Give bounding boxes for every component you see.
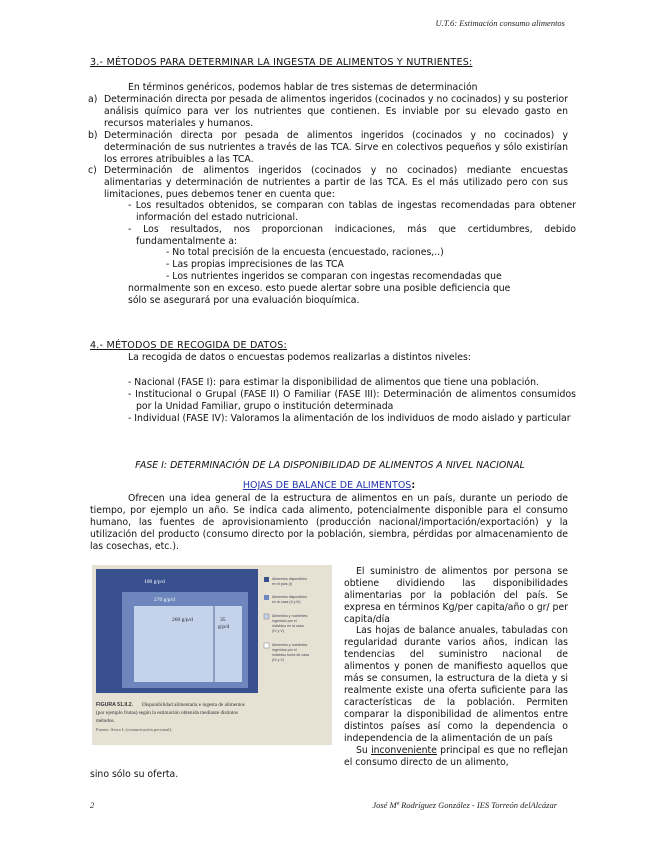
section-3-title: 3.- MÉTODOS PARA DETERMINAR LA INGESTA DE ALIMENTOS Y NUTRIENTES: <box>90 57 473 68</box>
figure-diagram <box>92 565 332 745</box>
figure-label-box4a: 35 <box>220 617 226 623</box>
footer-author: José Mª Rodríguez González - IES Torreón delAlcázar <box>372 800 557 810</box>
footer-page-number: 2 <box>90 800 95 810</box>
method-a <box>90 94 568 130</box>
method-b <box>90 130 568 166</box>
legend-3-line4: (IV y V) <box>272 629 284 633</box>
legend-swatch-country <box>264 577 269 582</box>
legend-4-line3: individuo fuera de casa <box>272 653 309 657</box>
level-national: - Nacional (FASE I): para estimar la disponibilidad de alimentos que tiene una población. <box>128 377 539 388</box>
figure-label-box2: 270 g/p/d <box>154 597 175 603</box>
level-institutional: - Institucional o Grupal (FASE II) O Familiar (FASE III): Determinación de alimentos consumidos por la Unidad Familiar, grupo o institución determinada <box>128 389 576 412</box>
drawback-word-su: Su <box>356 745 368 756</box>
hojas-balance-heading <box>90 480 568 491</box>
method-a-marker: a) <box>88 94 98 105</box>
limitation-2a: - No total precisión de la encuesta (encuestado, raciones,..) <box>166 247 444 258</box>
limitation-2: - Los resultados, nos proporcionan indicaciones, más que certidumbres, debido fundamentalmente a: <box>128 224 576 247</box>
hojas-balance-colon: : <box>411 480 416 491</box>
method-c-marker: c) <box>88 165 97 176</box>
drawback-keyword: inconveniente <box>371 745 437 756</box>
method-b-marker: b) <box>88 130 98 141</box>
limitation-1: - Los resultados obtenidos, se comparan con tablas de ingestas recomendadas para obtener información del estado nutricional. <box>128 200 576 223</box>
method-c-text: Determinación de alimentos ingeridos (cocinados y no cocinados) mediante encuestas alimentarias y determinación de nutrientes a partir de las TCA. Es el más utilizado pero con sus limitaciones, pues debemos tener en cuenta que: <box>104 165 568 200</box>
figure-label-box3: 260 g/p/d <box>172 617 193 623</box>
section-4-intro: La recogida de datos o encuestas podemos realizarlas a distintos niveles: <box>128 352 471 363</box>
legend-swatch-house <box>264 595 269 600</box>
hojas-drawback-end: sino sólo su oferta. <box>90 769 179 780</box>
hojas-supply-paragraph: El suministro de alimentos por persona se obtiene dividiendo las disponibilidades alimentarias por la población del país. Se expresa en términos Kg/per capita/año o gr/ per capita/día <box>344 566 568 625</box>
limitation-3c: sólo se asegurará por una evaluación bioquímica. <box>128 295 360 306</box>
legend-1-line1: Alimentos disponibles <box>272 577 307 581</box>
legend-3-line1: Alimentos y nutrientes <box>272 614 308 618</box>
figure-caption-line3: métodos. <box>96 718 115 724</box>
hojas-intro-paragraph: Ofrecen una idea general de la estructura de alimentos en un país, durante un periodo de tiempo, por ejemplo un año. Se indica cada alimento, potencialmente disponible para el consumo humano, las fuentes de aprovisionamiento (producción nacional/importación/exportación) y la utilización del producto (consumo directo por la población, siembra, pérdidas por almacenamiento de las cosechas, etc.). <box>90 493 568 552</box>
legend-3-line2: ingeridos por el <box>272 619 297 623</box>
limitation-2b: - Las propias imprecisiones de las TCA <box>166 259 344 270</box>
hojas-balance-link[interactable]: HOJAS DE BALANCE DE ALIMENTOS <box>242 480 412 491</box>
legend-swatch-outside <box>264 643 269 648</box>
legend-1-line2: en el país (I) <box>272 582 292 586</box>
header-unit: U.T.6: Estimación consumo alimentos <box>435 18 565 28</box>
figure-label-box4b: g/p/d <box>218 624 230 630</box>
hojas-trends-paragraph: Las hojas de balance anuales, tabuladas con regularidad durante varios años, indican las tendencias del suministro nacional de alimentos y ponen de manifiesto aquellos que más se consumen, la estructura de la dieta y si realmente existe una oferta suficiente para las características de la población. Permiten comparar la disponibilidad de alimentos entre distintos países así como la dependencia o independencia de la alimentación de un país <box>344 625 568 744</box>
figure-caption-line1: Disponibilidad alimentaria e ingesta de alimentos <box>142 702 245 708</box>
section-4-title: 4.- MÉTODOS DE RECOGIDA DE DATOS: <box>90 340 287 351</box>
figure-caption-label: FIGURA 51.II.2. <box>96 702 133 708</box>
figure-caption-line2: (por ejemplo frutas) según la estimación obtenida mediante distintos <box>96 710 239 716</box>
drawback-rest: principal es que no reflejan el consumo directo de un alimento, <box>344 745 568 768</box>
limitation-3a: - Los nutrientes ingeridos se comparan con ingestas recomendadas que <box>166 271 502 282</box>
legend-2-line2: en la casa (II y III) <box>272 600 301 604</box>
method-c <box>90 165 568 201</box>
figure-photo <box>92 565 332 745</box>
limitation-3b: normalmente son en exceso. esto puede alertar sobre una posible deficiencia que <box>128 283 511 294</box>
legend-2-line1: Alimentos disponibles <box>272 595 307 599</box>
legend-3-line3: individuo en la casa <box>272 624 304 628</box>
legend-4-line4: (IV y V) <box>272 658 284 662</box>
figure-caption-source: Fuente: Serra L (comunicación personal). <box>96 727 173 732</box>
hojas-drawback-paragraph <box>344 745 568 769</box>
legend-4-line1: Alimentos y nutrientes <box>272 643 308 647</box>
level-individual: - Individual (FASE IV): Valoramos la alimentación de los individuos de modo aislado y particular <box>128 413 571 424</box>
method-b-text: Determinación directa por pesada de alimentos ingeridos (cocinados y no cocinados) y determinación de sus nutrientes a través de las TCA. Sirve en colectivos pequeños y sólo existirían los errores atribuibles a las TCA. <box>104 130 568 165</box>
method-a-text: Determinación directa por pesada de alimentos ingeridos (cocinados y no cocinados) y su posterior análisis químico para ver los nutrientes que contienen. Es inviable por su elevado gasto en recursos materiales y humanos. <box>104 94 568 129</box>
fase-1-title: FASE I: DETERMINACIÓN DE LA DISPONIBILIDAD DE ALIMENTOS A NIVEL NACIONAL <box>135 460 525 471</box>
section-3-intro: En términos genéricos, podemos hablar de tres sistemas de determinación <box>128 82 478 93</box>
legend-4-line2: ingeridos por el <box>272 648 297 652</box>
figure-label-box1: 100 g/p/d <box>144 579 165 585</box>
legend-swatch-individual <box>264 614 269 619</box>
